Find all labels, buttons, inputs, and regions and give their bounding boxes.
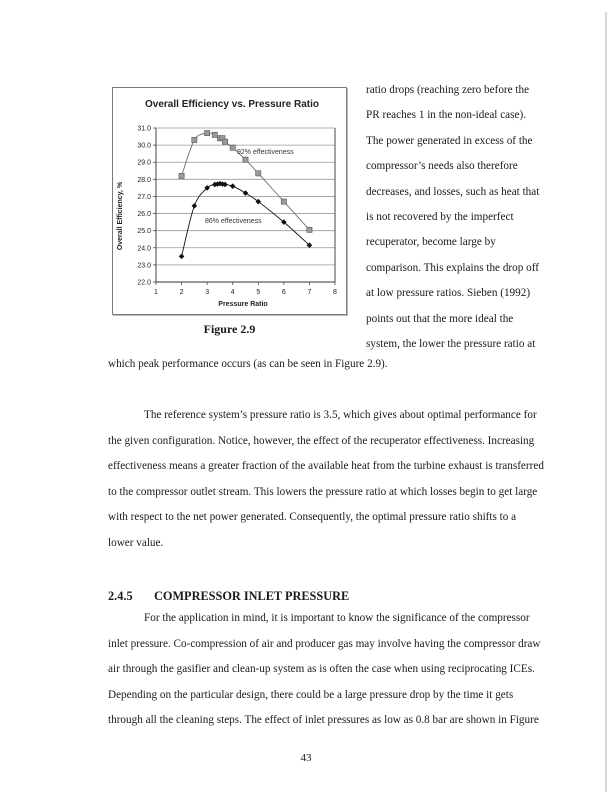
svg-text:28.0: 28.0 — [137, 176, 151, 184]
text-line: lower value. — [108, 537, 164, 549]
text-line: with respect to the net power generated. Consequently, the optimal pressure ratio shifts to a — [108, 511, 517, 524]
side-column-text — [366, 78, 566, 357]
svg-text:2: 2 — [179, 289, 184, 296]
x-axis-label: Pressure Ratio — [218, 301, 268, 308]
paragraph1-tail: which peak performance occurs (as can be seen in Figure 2.9). — [108, 358, 388, 370]
section-title: COMPRESSOR INLET PRESSURE — [154, 589, 350, 603]
side-column-line: comparison. This explains the drop off — [366, 261, 539, 274]
svg-text:31.0: 31.0 — [137, 125, 151, 133]
chart-title: Overall Efficiency vs. Pressure Ratio — [145, 99, 319, 110]
figure-caption: Figure 2.9 — [203, 322, 256, 336]
text-line: Depending on the particular design, there could be a large pressure drop by the time it gets — [108, 688, 514, 701]
side-column-line: PR reaches 1 in the non-ideal case). — [366, 109, 526, 122]
svg-text:3: 3 — [205, 289, 210, 296]
x-axis-ticks — [154, 289, 337, 296]
efficiency-chart — [113, 88, 346, 314]
side-column-line: ratio drops (reaching zero before the — [366, 84, 530, 96]
svg-text:22.0: 22.0 — [137, 279, 151, 287]
text-line: air through the gasifier and clean-up system as is often the case when using reciprocating ICEs. — [108, 663, 535, 676]
text-line: through all the cleaning steps. The effect of inlet pressures as low as 0.8 bar are shown in Figure — [108, 714, 539, 727]
svg-text:5: 5 — [256, 289, 261, 296]
page-edge-shadow — [605, 12, 607, 792]
text-line: inlet pressure. Co-compression of air and producer gas may involve having the compressor draw — [108, 637, 541, 650]
text-line: to the compressor outlet stream. This lowers the pressure ratio at which losses begin to get large — [108, 485, 538, 498]
y-axis-label: Overall Efficiency, % — [117, 181, 124, 251]
page-number: 43 — [300, 752, 312, 764]
side-column-line: points out that the more ideal the — [366, 312, 514, 325]
text-line: The reference system’s pressure ratio is 3.5, which gives about optimal performance for — [144, 409, 537, 421]
text-line: effectiveness means a greater fraction of the available heat from the turbine exhaust is transferred — [108, 460, 544, 473]
side-column-line: recuperator, become large by — [366, 236, 496, 249]
y-axis-ticks — [137, 126, 151, 287]
svg-text:1: 1 — [154, 289, 158, 296]
section-heading — [108, 589, 349, 604]
side-column-line: The power generated in excess of the — [366, 134, 533, 147]
svg-text:26.0: 26.0 — [137, 211, 151, 219]
figure-chart — [112, 87, 347, 315]
svg-text:24.0: 24.0 — [137, 245, 151, 253]
svg-text:4: 4 — [230, 289, 235, 296]
svg-text:23.0: 23.0 — [137, 262, 151, 270]
side-column-line: is not recovered by the imperfect — [366, 211, 514, 224]
series-label-86: 86% effectiveness — [205, 218, 262, 225]
side-column-line: system, the lower the pressure ratio at — [366, 338, 536, 351]
svg-text:27.0: 27.0 — [137, 193, 151, 201]
side-column-line: at low pressure ratios. Sieben (1992) — [366, 287, 531, 300]
side-column-line: compressor’s needs also therefore — [366, 160, 518, 173]
svg-text:25.0: 25.0 — [137, 228, 151, 236]
svg-text:30.0: 30.0 — [137, 142, 151, 150]
svg-text:6: 6 — [281, 289, 286, 296]
series-label-92: 92% effectiveness — [237, 149, 294, 156]
text-line: For the application in mind, it is important to know the significance of the compressor — [144, 612, 530, 624]
svg-text:8: 8 — [333, 289, 337, 296]
side-column-line: decreases, and losses, such as heat that — [366, 185, 540, 198]
text-line: the given configuration. Notice, however, the effect of the recuperator effectiveness. Increasing — [108, 434, 535, 447]
svg-text:29.0: 29.0 — [137, 159, 151, 167]
section-number: 2.4.5 — [108, 589, 133, 603]
svg-text:7: 7 — [307, 289, 312, 296]
